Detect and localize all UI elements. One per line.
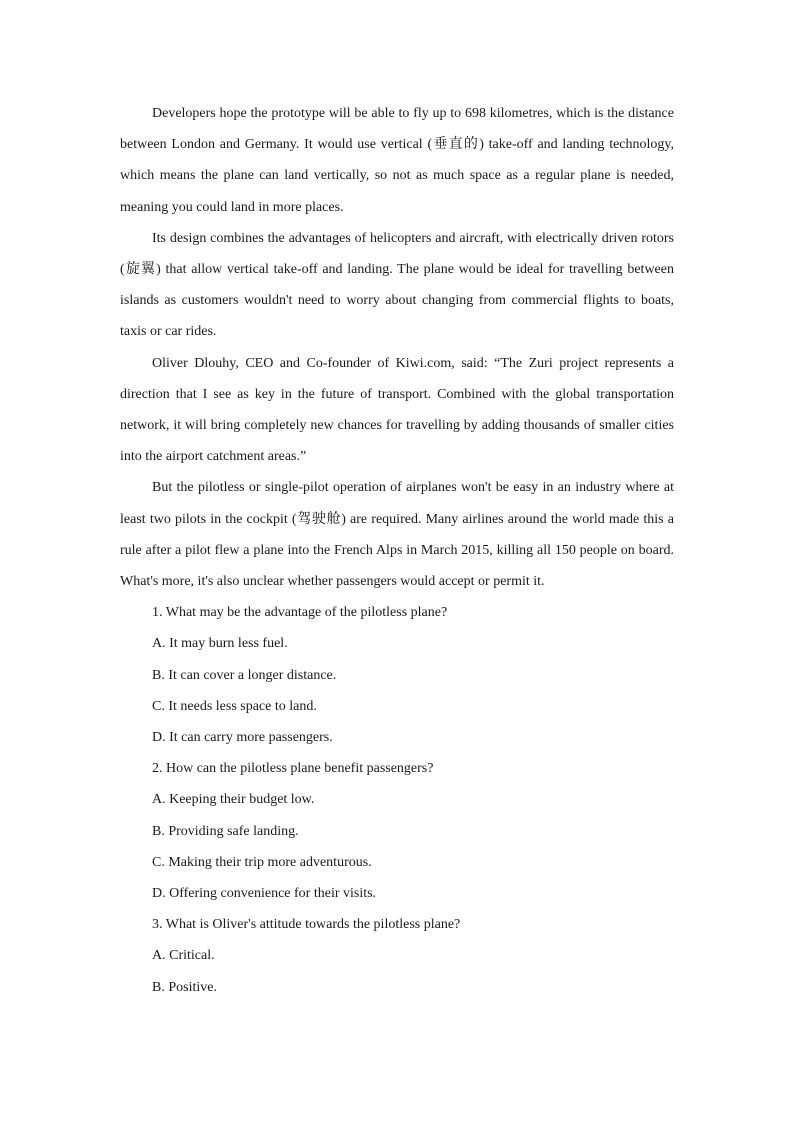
question-2 xyxy=(152,753,674,909)
paragraph-text: Oliver Dlouhy, CEO and Co-founder of Kiwi.com, said: “The Zuri project represents a direction that I see as key in the future of transport. Combined with the global transportation network, it will bring completely new chances for travelling by adding thousands of smaller cities into the airport catchment areas.” xyxy=(120,355,674,465)
passage-paragraph xyxy=(120,472,674,597)
question-stem: 2. How can the pilotless plane benefit passengers? xyxy=(152,761,434,777)
answer-option[interactable]: C. Making their trip more adventurous. xyxy=(152,854,372,870)
question-stem: 1. What may be the advantage of the pilotless plane? xyxy=(152,605,448,621)
question-stem: 3. What is Oliver's attitude towards the pilotless plane? xyxy=(152,917,461,933)
paragraph-text: Developers hope the prototype will be able to fly up to 698 kilometres, which is the distance between London and Germany. It would use vertical (垂直的) take-off and landing technology, which means the plane can land vertically, so not as much space as a regular plane is needed, meaning you could land in more places. xyxy=(120,106,674,215)
passage-paragraph xyxy=(120,348,674,473)
answer-option[interactable]: B. It can cover a longer distance. xyxy=(152,667,337,683)
answer-option[interactable]: D. Offering convenience for their visits. xyxy=(152,886,377,902)
passage-paragraph xyxy=(120,223,674,348)
answer-option[interactable]: C. It needs less space to land. xyxy=(152,698,317,714)
answer-option[interactable]: D. It can carry more passengers. xyxy=(152,730,333,746)
paragraph-text: Its design combines the advantages of helicopters and aircraft, with electrically driven rotors (旋翼) that allow vertical take-off and landing. The plane would be ideal for travelling between islands as customers wouldn't need to worry about changing from commercial flights to boats, taxis or car rides. xyxy=(120,230,674,340)
question-list xyxy=(120,597,674,1003)
answer-option[interactable]: A. It may burn less fuel. xyxy=(152,636,288,652)
question-3 xyxy=(152,909,674,1003)
question-1 xyxy=(152,597,674,753)
reading-passage xyxy=(120,98,674,597)
paragraph-text: But the pilotless or single-pilot operation of airplanes won't be easy in an industry where at least two pilots in the cockpit (驾驶舱) are required. Many airlines around the world made this a rule after a pilot flew a plane into the French Alps in March 2015, killing all 150 people on board. What's more, it's also unclear whether passengers would accept or permit it. xyxy=(120,480,674,590)
answer-option[interactable]: B. Providing safe landing. xyxy=(152,823,299,839)
answer-option[interactable]: B. Positive. xyxy=(152,979,217,995)
answer-option[interactable]: A. Keeping their budget low. xyxy=(152,792,315,808)
answer-option[interactable]: A. Critical. xyxy=(152,948,215,964)
passage-paragraph xyxy=(120,98,674,223)
